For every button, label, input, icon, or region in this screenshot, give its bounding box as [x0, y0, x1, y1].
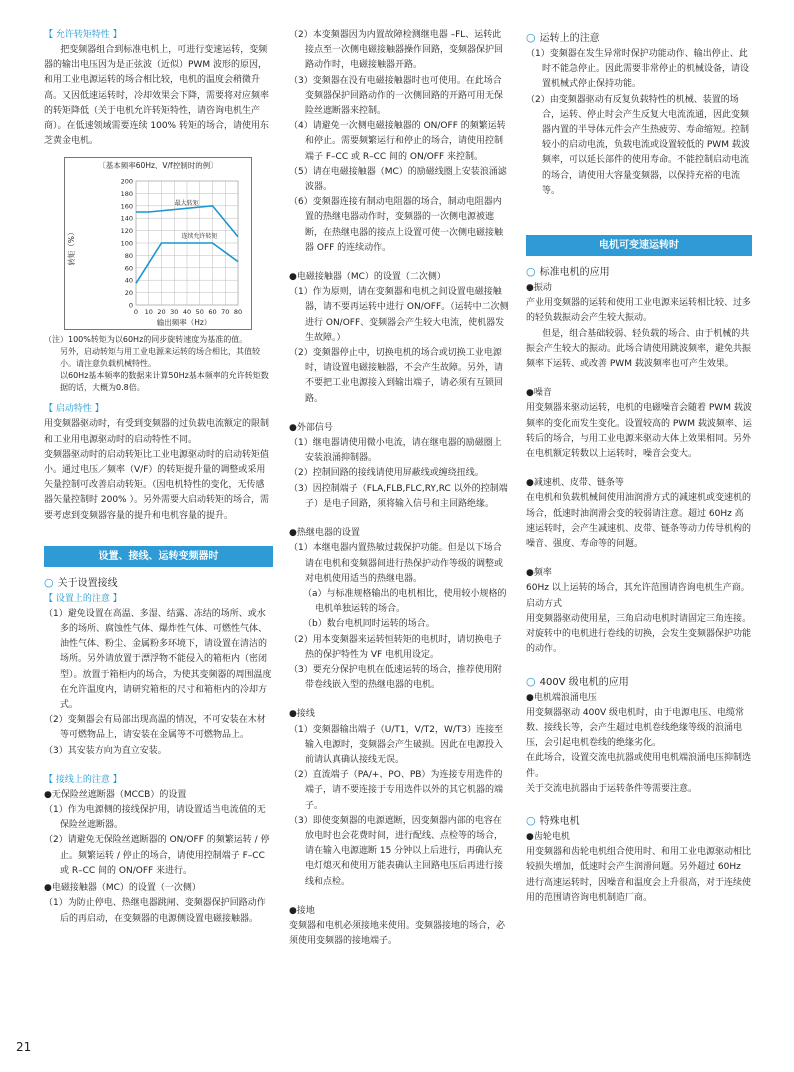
mccb-item-1: （1）作为电源侧的接线保护用，请设置适当电流值的无保险丝遮断器。 [44, 805, 266, 831]
external-signal-heading: ●外部信号 [289, 422, 333, 433]
thermal-sub-b: （b）数台电机同时运转的场合。 [303, 619, 435, 630]
circle-icon: ○ [526, 31, 536, 44]
wiring-item-1: （1）变频器输出端子（U/T1，V/T2，W/T3）连接至输入电源时，变频器会产生破损。因此在电源投入前请认真确认接线无误。 [289, 724, 504, 765]
mc-secondary-item-1: （1）作为原则，请在变频器和电机之间设置电磁接触器，请不要再运转中进行 ON/OFF。（运转中二次侧进行 ON/OFF、变频器会产生较大电流，使机器发生故障。） [289, 287, 509, 343]
column-3 [526, 28, 752, 906]
mccb-heading: ●无保险丝遮断器（MCCB）的设置 [44, 789, 187, 800]
chart-notes [44, 334, 273, 394]
operation-subheading: ○ 运转上的注意 [526, 31, 600, 44]
reducer-heading: ●减速机、皮带、链条等 [526, 478, 624, 489]
allowed-torque-heading: 【 允许转矩特性 】 [44, 30, 122, 40]
x-tick-label: 40 [182, 308, 192, 317]
reducer-text: 在电机和负载机械间使用油润滑方式的减速机或变速机的场合，低速时油润滑会变的较弱请注意。超过 60Hz 高速运转时，会产生减速机、皮带、链条等动力传导机构的噪音、强度、寿命等的问题。 [526, 493, 752, 550]
wiring-item-2: （2）直流端子（PA/+、PO、PB）为连接专用选件的端子，请不要连接于专用选件以外的其它机器的端子。 [289, 770, 504, 811]
y-tick-label: 0 [128, 301, 133, 310]
chart-note-3: 以60Hz基本频率的数据来计算50Hz基本频率的允许转矩数据的话，大概为0.8倍。 [60, 371, 269, 393]
y-tick-label: 100 [120, 239, 133, 248]
y-tick-label: 120 [120, 227, 133, 236]
thermal-item-2: （2）用本变频器来运转恒转矩的电机时，请切换电子热的保护特性为 VF 电机用设定。 [289, 634, 502, 660]
wiring-notes-heading: 【 接线上的注意 】 [44, 774, 122, 785]
external-item-2: （2）控制回路的接线请使用屏蔽线或缠绕扭线。 [289, 468, 484, 479]
column-1 [44, 28, 273, 927]
mc-primary-heading: ●电磁接触器（MC）的设置（一次侧） [44, 883, 201, 894]
vibration-text-2: 但是，组合基础较弱、轻负载的场合、由于机械的共振会产生较大的振动。此场合请使用跳波频率，避免共振频率下运转、或改善 PWM 载波频率也可产生效果。 [526, 328, 752, 370]
starting-text-2: 变频器驱动时的启动转矩比工业电源驱动时的启动转矩值小。通过电压／频率（V/F）的转矩提升量的调整或采用矢量控制可改善启动转矩。（因电机特性的变化，无传感器矢量控制时 200% ）。另外需要大启动转矩的场合，需要考虑到变频器容量的提升和电机容量的提升。 [44, 449, 270, 521]
section-header-motor: 电机可变速运转时 [526, 235, 752, 256]
section-header-install: 设置、接线、运转变频器时 [44, 546, 273, 567]
install-item-3: （3）其安装方向为直立安装。 [44, 745, 167, 756]
mc-secondary-heading: ●电磁接触器（MC）的设置（二次侧） [289, 272, 446, 283]
x-tick-label: 0 [133, 308, 139, 317]
thermal-relay-heading: ●热继电器的设置 [289, 528, 360, 539]
x-tick-label: 10 [144, 308, 153, 317]
surge-text-2: 在此场合，设置交流电抗器或使用电机端浪涌电压抑制选件。 [526, 753, 752, 779]
y-tick-label: 180 [120, 190, 133, 199]
y-tick-label: 160 [120, 202, 133, 211]
x-tick-label: 60 [208, 308, 217, 317]
y-tick-label: 140 [120, 215, 133, 224]
y-tick-label: 20 [124, 289, 133, 298]
gear-motor-heading: ●齿轮电机 [526, 831, 570, 842]
y-tick-label: 80 [124, 252, 133, 261]
vibration-text-1: 产业用变频器的运转和使用工业电源来运转相比较、过多的轻负载振动会产生较大振动。 [526, 298, 752, 324]
series-label-1: 最大转矩 [174, 200, 199, 208]
chart-title: 〔基本频率60Hz、V/f控制时的例〕 [98, 161, 218, 171]
x-tick-label: 50 [195, 308, 204, 317]
column-2 [289, 28, 510, 949]
external-item-3: （3）因控制端子（FLA,FLB,FLC,RY,RC 以外的控制端子）是电子回路，须将输入信号和主回路绝缘。 [289, 483, 508, 509]
start-method-label: 启动方式 [526, 598, 563, 609]
y-tick-label: 40 [124, 277, 133, 286]
mc-secondary-item-2: （2）变频器停止中，切换电机的场合或切换工业电源时，请设置电磁接触器，不会产生故障。另外，请不要把工业电源接入到输出端子，请必须有互锁回路。 [289, 348, 504, 404]
x-tick-label: 30 [170, 308, 179, 317]
mc-primary-item-3: （3）变频器在没有电磁接触器时也可使用。在此场合变频器保护回路动作的一次侧回路的开路可用无保险丝遮断器来控制。 [289, 75, 504, 117]
chart-note-2: 另外，启动转矩与用工业电源来运转的场合相比，其值较小。请注意负载机械特性。 [60, 347, 260, 369]
y-tick-label: 60 [124, 264, 133, 273]
frequency-heading: ●频率 [526, 568, 552, 579]
x-tick-label: 20 [157, 308, 166, 317]
x-tick-label: 80 [233, 308, 243, 317]
allowed-torque-text: 把变频器组合到标准电机上，可进行变速运转，变频器的输出电压因为是正弦波（近似）PWM 波形的原因，和用工业电源运转的场合相比较，电机的温度会稍微升高。又因低速运转时，冷却效果会下降，需要将对应频率的转矩降低（关于电机允许转矩特性，请咨询电机生产商）。在低速领域需要连续 100% 转矩的场合，请使用东芝黄金电机。 [44, 45, 270, 147]
mc-primary-item-1: （1）为防止停电、热继电器跳闸、变频器保护回路动作后的再启动，在变频器的电源侧设置电磁接触器。 [44, 898, 266, 924]
torque-chart [64, 157, 252, 330]
mc-primary-item-4: （4）请避免一次侧电磁接触器的 ON/OFF 的频繁运转和停止。需要频繁运行和停止的场合，请使用控制端子 F–CC 或 R–CC 间的 ON/OFF 来控制。 [289, 121, 506, 162]
mc-primary-item-2: （2）本变频器因为内置故障检测继电器 –FL、运转此接点至一次侧电磁接触器操作回路，变频器保护回路动作时，电磁接触器开路。 [289, 30, 504, 71]
install-item-2: （2）变频器会有局部出现高温的情况，不可安装在木材等可燃物品上，请安装在金属等不可燃物品上。 [44, 715, 266, 741]
circle-icon: ○ [526, 813, 536, 827]
chart-x-axis-label: 输出频率（Hz） [156, 318, 212, 328]
special-motor-subheading: ○ 特殊电机 [526, 813, 580, 827]
thermal-item-1: （1）本继电器内置热敏过载保护功能。但是以下场合请在电机和变频器间进行热保护动作等级的调整或对电机使用适当的热继电器。 [289, 543, 504, 584]
series-label-2: 连续允许转矩 [181, 233, 218, 241]
circle-icon: ○ [526, 674, 536, 688]
mc-primary-item-6: （6）变频器连接有制动电阻器的场合，制动电阻器内置的热继电器动作时，变频器的一次侧电源被遮断，在热继电器的接点上设置可使一次侧电磁接触器 OFF 的连续动作。 [289, 197, 504, 253]
page-number: 21 [16, 1040, 32, 1054]
external-item-1: （1）继电器请使用微小电流，请在继电器的励磁圈上安装浪涌抑制器。 [289, 438, 502, 464]
circle-icon: ○ [526, 265, 536, 279]
standard-motor-subheading: ○ 标准电机的应用 [526, 265, 610, 279]
install-item-1: （1）避免设置在高温、多湿、结露、冻结的场所、或水多的场所、腐蚀性气体、爆炸性气体、可燃性气体、油性气体、粉尘、金属粉多环境下，请设置在清洁的场所。另外请放置于漂浮物不能侵入的箱柜内（密闭型）。放置于箱柜内的场合，为使其变频器的周围温度在允许温度内，请研究箱柜的尺寸和箱柜内的冷却方式。 [44, 608, 272, 711]
x-tick-label: 70 [221, 308, 230, 317]
chart-y-axis-label: 转矩（%） [67, 228, 76, 266]
starting-text-1: 用变频器驱动时，有受到变频器的过负载电流额定的限制和工业用电源驱动时的启动特性不同。 [44, 419, 270, 445]
noise-text: 用变频器来驱动运转，电机的电磁噪音会随着 PWM 载波频率的变化而发生变化。设置较高的 PWM 载波频率、运转后的场合，与用工业电源来驱动大体上效果相同。另外在电机额定转数以上运转时，噪音会变大。 [526, 403, 752, 460]
wiring-heading: ●接线 [289, 709, 315, 720]
thermal-sub-a: （a）与标准规格输出的电机相比，使用较小规格的电机单独运转的场合。 [303, 588, 507, 615]
y-tick-label: 200 [120, 177, 133, 186]
gear-motor-text: 用变频器和齿轮电机组合使用时、和用工业电源驱动相比较损失增加，低速时会产生润滑问题。另外超过 60Hz 进行高速运转时，因噪音和温度会上升很高，对于连续使用的范围请咨询电机制造厂商。 [526, 847, 752, 903]
operation-item-2: （2）由变频器驱动有反复负载特性的机械、装置的场合，运转、停止时会产生反复大电流流通，因此变频器内置的半导体元件会产生热疲劳、寿命缩短。控制较小的启动电流，负载电流或设置较低的 PWM 载波频率，可以延长部件的使用寿命。不能控制启动电流的场合，请使用大容量变频器，以保持充裕的电流等。 [526, 94, 750, 196]
mccb-item-2: （2）请避免无保险丝遮断器的 ON/OFF 的频繁运转 / 停止。频繁运转 / 停止的场合，请使用控制端子 F–CC 或 R–CC 间的 ON/OFF 来进行。 [44, 835, 270, 876]
surge-text-1: 用变频器驱动 400V 级电机时，由于电源电压、电缆常数、接线长等，会产生超过电机卷线绝缘等级的浪涌电压，会引起电机卷线的绝缘劣化。 [526, 707, 745, 749]
starting-heading: 【 启动特性 】 [44, 404, 104, 415]
400v-motor-subheading: ○ 400V 级电机的应用 [526, 674, 629, 688]
chart-note-1: （注）100%转矩为以60Hz的同步旋转速度为基准的值。 [44, 335, 248, 345]
wiring-item-3: （3）即使变频器的电源遮断，因变频器内部的电容在放电时也会花费时间，进行配线、点检等的场合，请在输入电源遮断 15 分钟以上后进行，再确认充电灯熄灭和使用万能表确认主回路电压后再进行接线和点检。 [289, 815, 504, 887]
thermal-item-3: （3）要充分保护电机在低速运转的场合，推荐使用附带卷线嵌入型的热继电器的电机。 [289, 664, 502, 691]
torque-chart-svg [64, 157, 252, 330]
grounding-heading: ●接地 [289, 905, 315, 916]
vibration-heading: ●振动 [526, 283, 552, 294]
noise-heading: ●噪音 [526, 388, 552, 399]
surge-text-3: 关于交流电抗器由于运转条件等需要注意。 [526, 783, 698, 794]
install-notes-heading: 【 设置上的注意 】 [44, 593, 122, 604]
circle-icon: ○ [44, 575, 54, 589]
start-method-text: 用变频器驱动使用星，三角启动电机时请固定三角连接。对旋转中的电机进行卷线的切换，会发生变频器保护功能的动作。 [526, 613, 752, 655]
chart-frame [65, 158, 252, 330]
grounding-text: 变频器和电机必须接地来使用。变频器接地的场合，必须使用变频器的接地端子。 [289, 920, 506, 947]
mc-primary-item-5: （5）请在电磁接触器（MC）的励磁线圈上安装浪涌滤波器。 [289, 166, 507, 193]
operation-item-1: （1）变频器在发生异常时保护功能动作、输出停止、此时不能急停止。因此需要非常停止的机械设备，请设置机械式停止保持功能。 [526, 49, 750, 90]
install-subheading: ○ 关于设置接线 [44, 575, 118, 589]
frequency-text: 60Hz 以上运转的场合，其允许范围请咨询电机生产商。 [526, 583, 750, 594]
surge-heading: ●电机端浪涌电压 [526, 692, 597, 703]
